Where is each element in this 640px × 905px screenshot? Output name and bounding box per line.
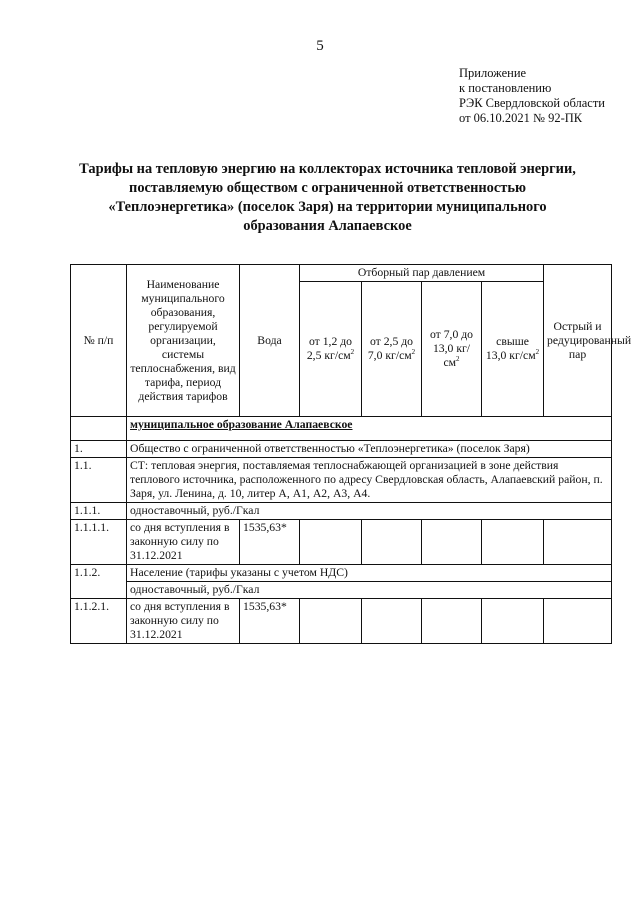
appendix-line: РЭК Свердловской области [459, 96, 605, 110]
row-number: 1.1.2.1. [71, 599, 127, 644]
steam-col-label: от 1,2 до 2,5 кг/см [306, 335, 353, 362]
table-row [71, 582, 612, 599]
row-text: одноставочный, руб./Гкал [127, 503, 612, 520]
municipality-cell [127, 417, 612, 441]
appendix-line: от 06.10.2021 № 92-ПК [459, 111, 583, 125]
header-steam-col [482, 282, 544, 417]
row-text: СТ: тепловая энергия, поставляемая теплоснабжающей организацией в зоне действия теплового источника, расположенного по адресу Свердловская область, Алапаевский район, п. Заря, ул. Ленина, д. 10, литер А, А1, А2, А3, А4. [127, 458, 612, 503]
header-steam-col [362, 282, 422, 417]
table-row [71, 441, 612, 458]
table-cell [422, 599, 482, 644]
title-line: образования Алапаевское [243, 218, 412, 234]
row-number: 1. [71, 441, 127, 458]
table-cell [422, 520, 482, 565]
header-water: Вода [240, 265, 300, 417]
table-row [71, 503, 612, 520]
table-cell [362, 520, 422, 565]
table-cell [362, 599, 422, 644]
table-cell [482, 520, 544, 565]
appendix-line: к постановлению [459, 81, 552, 95]
steam-col-label: от 7,0 до 13,0 кг/см [429, 328, 474, 369]
title-line: Тарифы на тепловую энергию на коллекторах источника тепловой энергии, [79, 161, 576, 177]
steam-col-label: свыше 13,0 кг/см [485, 335, 536, 362]
appendix-note [459, 66, 605, 126]
table-cell [71, 417, 127, 441]
table-cell [544, 520, 612, 565]
table-row [71, 417, 612, 441]
row-text: со дня вступления в законную силу по 31.12.2021 [127, 599, 240, 644]
document-title [60, 160, 595, 236]
row-text: Население (тарифы указаны с учетом НДС) [127, 565, 612, 582]
table-row [71, 458, 612, 503]
title-line: «Теплоэнергетика» (поселок Заря) на территории муниципального [108, 199, 547, 215]
steam-col-sup: 2 [535, 348, 540, 357]
row-number: 1.1.1.1. [71, 520, 127, 565]
water-value: 1535,63* [240, 520, 300, 565]
table-cell [482, 599, 544, 644]
header-steam-group: Отборный пар давлением [300, 265, 544, 282]
row-text: со дня вступления в законную силу по 31.12.2021 [127, 520, 240, 565]
header-num: № п/п [71, 265, 127, 417]
header-steam-col [422, 282, 482, 417]
header-row [71, 265, 612, 282]
steam-col-sup: 2 [350, 348, 355, 357]
steam-col-label: от 2,5 до 7,0 кг/см [367, 335, 414, 362]
table-cell [300, 599, 362, 644]
steam-col-sup: 2 [456, 355, 460, 364]
table-row [71, 599, 612, 644]
appendix-line: Приложение [459, 66, 527, 80]
row-text: одноставочный, руб./Гкал [127, 582, 612, 599]
steam-col-sup: 2 [411, 348, 416, 357]
table-row [71, 565, 612, 582]
municipality-name: муниципальное образование Алапаевское [130, 418, 353, 431]
page-number: 5 [316, 38, 324, 54]
row-number: 1.1.1. [71, 503, 127, 520]
tariff-table [70, 264, 632, 644]
header-steam-col [300, 282, 362, 417]
row-text: Общество с ограниченной ответственностью «Теплоэнергетика» (поселок Заря) [127, 441, 612, 458]
table-cell [544, 599, 612, 644]
water-value: 1535,63* [240, 599, 300, 644]
table-cell [300, 520, 362, 565]
title-line: поставляемую обществом с ограниченной ответственностью [129, 180, 526, 196]
header-sharp-steam: Острый и редуцированный пар [544, 265, 612, 417]
table-row [71, 520, 612, 565]
header-name: Наименование муниципального образования, регулируемой организации, системы теплоснабжения, вид тарифа, период действия тарифов [127, 265, 240, 417]
row-number: 1.1. [71, 458, 127, 503]
row-number: 1.1.2. [71, 565, 127, 599]
